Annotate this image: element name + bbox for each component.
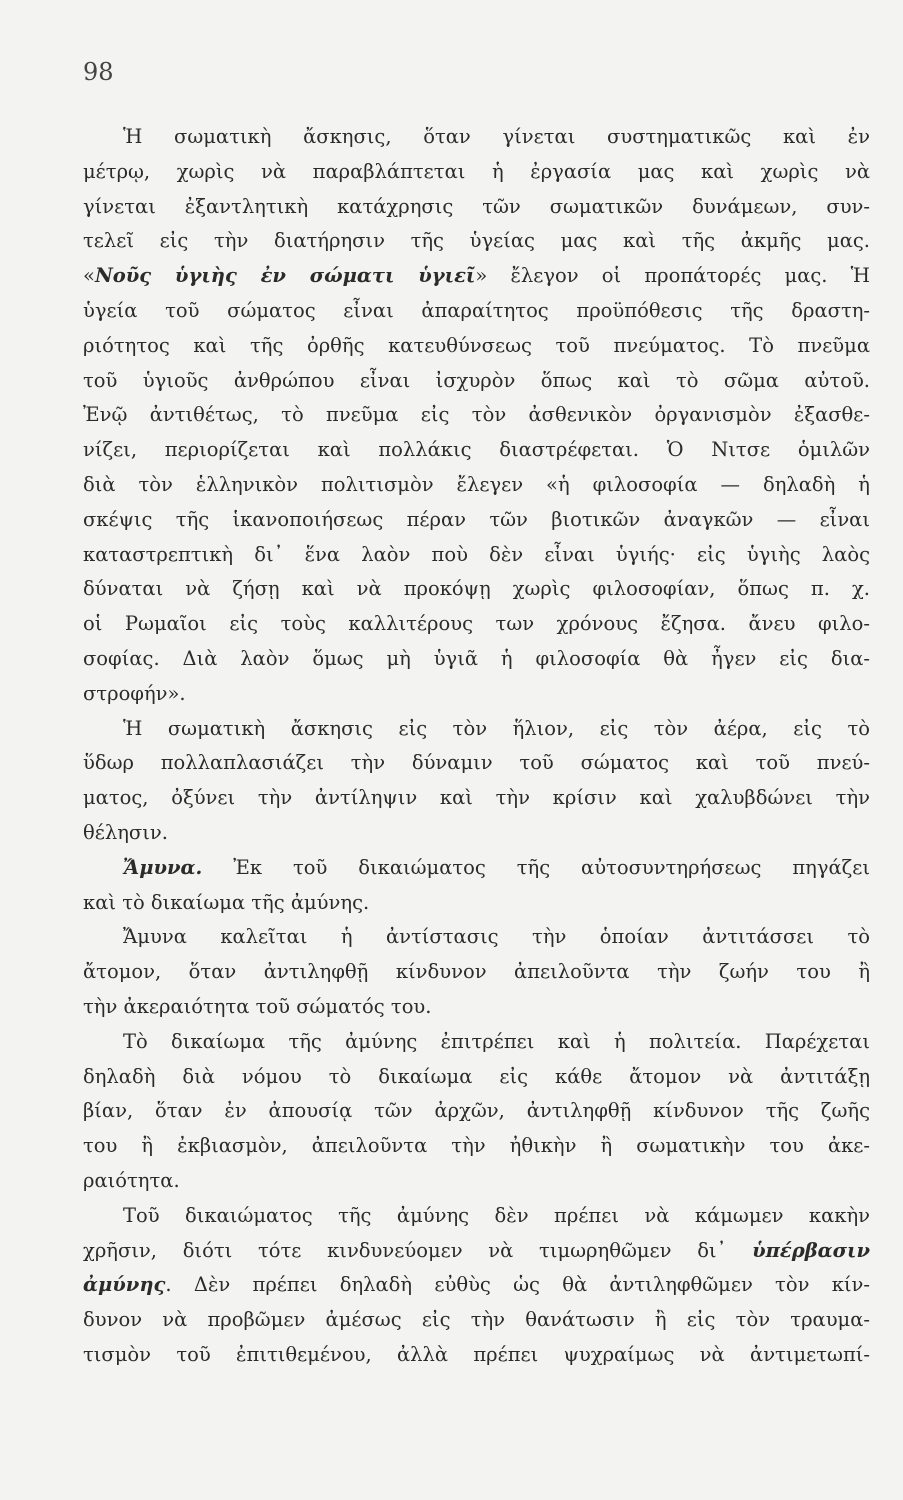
text-line: [83, 607, 870, 642]
text-line: [83, 155, 870, 190]
text-line: [83, 259, 870, 294]
text-line: [83, 746, 870, 781]
text-line: [83, 851, 870, 886]
text-line: [83, 538, 870, 573]
text-line: [83, 955, 870, 990]
text-line: [83, 120, 870, 155]
text-line-main: ὕδωρ πολλαπλασιάζει τὴν δύναμιν τοῦ σώματος καὶ τοῦ πνεύ-: [83, 751, 870, 775]
text-line-main: «: [83, 264, 95, 288]
text-line-tail: . Δὲν πρέπει δηλαδὴ εὐθὺς ὡς θὰ ἀντιληφθῶμεν τὸν κίν-: [165, 1273, 870, 1297]
text-line: [83, 364, 870, 399]
text-line-main: νίζει, περιορίζεται καὶ πολλάκις διαστρέφεται. Ὁ Νιτσε ὁμιλῶν: [83, 438, 870, 462]
text-line-main: βίαν, ὅταν ἐν ἀπουσίᾳ τῶν ἀρχῶν, ἀντιληφθῇ κίνδυνον τῆς ζωῆς: [83, 1099, 870, 1123]
text-line: [83, 816, 870, 851]
text-line-main: τελεῖ εἰς τὴν διατήρησιν τῆς ὑγείας μας καὶ τῆς ἀκμῆς μας.: [83, 229, 870, 253]
text-line-main: σκέψις τῆς ἱκανοποιήσεως πέραν τῶν βιοτικῶν ἀναγκῶν — εἶναι: [83, 507, 870, 531]
text-line-main: του ἢ ἐκβιασμὸν, ἀπειλοῦντα τὴν ἠθικὴν ἢ σωματικὴν του ἀκε-: [83, 1134, 870, 1158]
text-line-main: διὰ τὸν ἑλληνικὸν πολιτισμὸν ἔλεγεν «ἡ φιλοσοφία — δηλαδὴ ἡ: [83, 472, 870, 496]
text-line-main: Ἡ σωματικὴ ἄσκησις εἰς τὸν ἥλιον, εἰς τὸν ἀέρα, εἰς τὸ: [123, 716, 870, 740]
text-line-main: οἱ Ρωμαῖοι εἰς τοὺς καλλιτέρους των χρόνους ἔζησα. ἄνευ φιλο-: [83, 612, 870, 636]
text-line: [83, 642, 870, 677]
text-line: [83, 398, 870, 433]
emphasis-text: ἀμύνης: [83, 1273, 166, 1297]
text-line-main: ἄτομον, ὅταν ἀντιληφθῇ κίνδυνον ἀπειλοῦντα τὴν ζωήν του ἢ: [83, 960, 870, 984]
text-line: [83, 920, 870, 955]
text-line: [83, 781, 870, 816]
text-line: [83, 1060, 870, 1095]
text-line-main: στροφήν».: [83, 681, 186, 705]
text-line: [83, 1199, 870, 1234]
text-line: [83, 1234, 870, 1269]
text-line: [83, 572, 870, 607]
text-line: [83, 329, 870, 364]
text-line-main: δηλαδὴ διὰ νόμου τὸ δικαίωμα εἰς κάθε ἄτομον νὰ ἀντιτάξῃ: [83, 1064, 870, 1088]
emphasis-text: Νοῦς ὑγιὴς ἐν σώματι ὑγιεῖ: [94, 264, 476, 288]
text-line: [83, 224, 870, 259]
text-line-main: Ἐνῷ ἀντιθέτως, τὸ πνεῦμα εἰς τὸν ἀσθενικὸν ὀργανισμὸν ἐξασθε-: [83, 403, 870, 427]
text-line: [83, 1268, 870, 1303]
text-line: [83, 990, 870, 1025]
text-line: [83, 468, 870, 503]
text-line-main: δύναται νὰ ζήσῃ καὶ νὰ προκόψῃ χωρὶς φιλοσοφίαν, ὅπως π. χ.: [83, 577, 870, 601]
text-line: [83, 433, 870, 468]
text-line-main: Ἡ σωματικὴ ἄσκησις, ὅταν γίνεται συστηματικῶς καὶ ἐν: [123, 125, 870, 148]
page-number: 98: [83, 58, 114, 86]
text-line: [83, 1303, 870, 1338]
text-line-main: ριότητος καὶ τῆς ὀρθῆς κατευθύνσεως τοῦ πνεύματος. Τὸ πνεῦμα: [83, 333, 870, 357]
text-line-main: Τοῦ δικαιώματος τῆς ἀμύνης δὲν πρέπει νὰ κάμωμεν κακὴν: [123, 1203, 870, 1227]
text-line-main: καταστρεπτικὴ δι᾽ ἕνα λαὸν ποὺ δὲν εἶναι ὑγιής· εἰς ὑγιὴς λαὸς: [83, 542, 870, 566]
text-line: [83, 712, 870, 747]
text-line: [83, 1025, 870, 1060]
text-line: [83, 677, 870, 712]
text-line-main: ὑγεία τοῦ σώματος εἶναι ἀπαραίτητος προϋπόθεσις τῆς δραστη-: [83, 298, 870, 322]
body-text: [83, 120, 870, 1373]
text-line-tail: Ἐκ τοῦ δικαιώματος τῆς αὐτοσυντηρήσεως πηγάζει: [202, 855, 870, 879]
text-line-main: τοῦ ὑγιοῦς ἀνθρώπου εἶναι ἰσχυρὸν ὅπως καὶ τὸ σῶμα αὐτοῦ.: [83, 368, 870, 392]
text-line-main: τὴν ἀκεραιότητα τοῦ σώματός του.: [83, 994, 432, 1018]
text-line-main: θέλησιν.: [83, 820, 168, 844]
text-line: [83, 1129, 870, 1164]
text-line-main: γίνεται ἐξαντλητικὴ κατάχρησις τῶν σωματικῶν δυνάμεων, συν-: [83, 194, 870, 218]
text-line: [83, 886, 870, 921]
text-line: [83, 1094, 870, 1129]
text-line: [83, 503, 870, 538]
text-line: [83, 190, 870, 225]
emphasis-text: Ἄμυνα.: [123, 855, 203, 879]
text-line-main: μέτρῳ, χωρὶς νὰ παραβλάπτεται ἡ ἐργασία μας καὶ χωρὶς νὰ: [83, 159, 870, 183]
text-line: [83, 1164, 870, 1199]
text-line-main: ματος, ὀξύνει τὴν ἀντίληψιν καὶ τὴν κρίσιν καὶ χαλυβδώνει τὴν: [83, 786, 870, 810]
text-line-main: σοφίας. Διὰ λαὸν ὅμως μὴ ὑγιᾶ ἡ φιλοσοφία θὰ ἦγεν εἰς δια-: [83, 646, 870, 670]
text-line-main: Τὸ δικαίωμα τῆς ἀμύνης ἐπιτρέπει καὶ ἡ πολιτεία. Παρέχεται: [123, 1029, 870, 1053]
text-line-main: δυνον νὰ προβῶμεν ἀμέσως εἰς τὴν θανάτωσιν ἢ εἰς τὸν τραυμα-: [83, 1308, 870, 1332]
text-line-main: τισμὸν τοῦ ἐπιτιθεμένου, ἀλλὰ πρέπει ψυχραίμως νὰ ἀντιμετωπί-: [83, 1342, 870, 1366]
text-line-main: χρῆσιν, διότι τότε κινδυνεύομεν νὰ τιμωρηθῶμεν δι᾽: [83, 1238, 753, 1262]
text-line-main: Ἄμυνα καλεῖται ἡ ἀντίστασις τὴν ὁποίαν ἀντιτάσσει τὸ: [123, 925, 870, 949]
text-line-main: ραιότητα.: [83, 1168, 180, 1192]
text-line-main: καὶ τὸ δικαίωμα τῆς ἀμύνης.: [83, 890, 370, 914]
text-line: [83, 294, 870, 329]
emphasis-text: ὑπέρβασιν: [752, 1238, 870, 1262]
text-line: [83, 1338, 870, 1373]
text-line-tail: » ἔλεγον οἱ προπάτορές μας. Ἡ: [475, 264, 870, 288]
